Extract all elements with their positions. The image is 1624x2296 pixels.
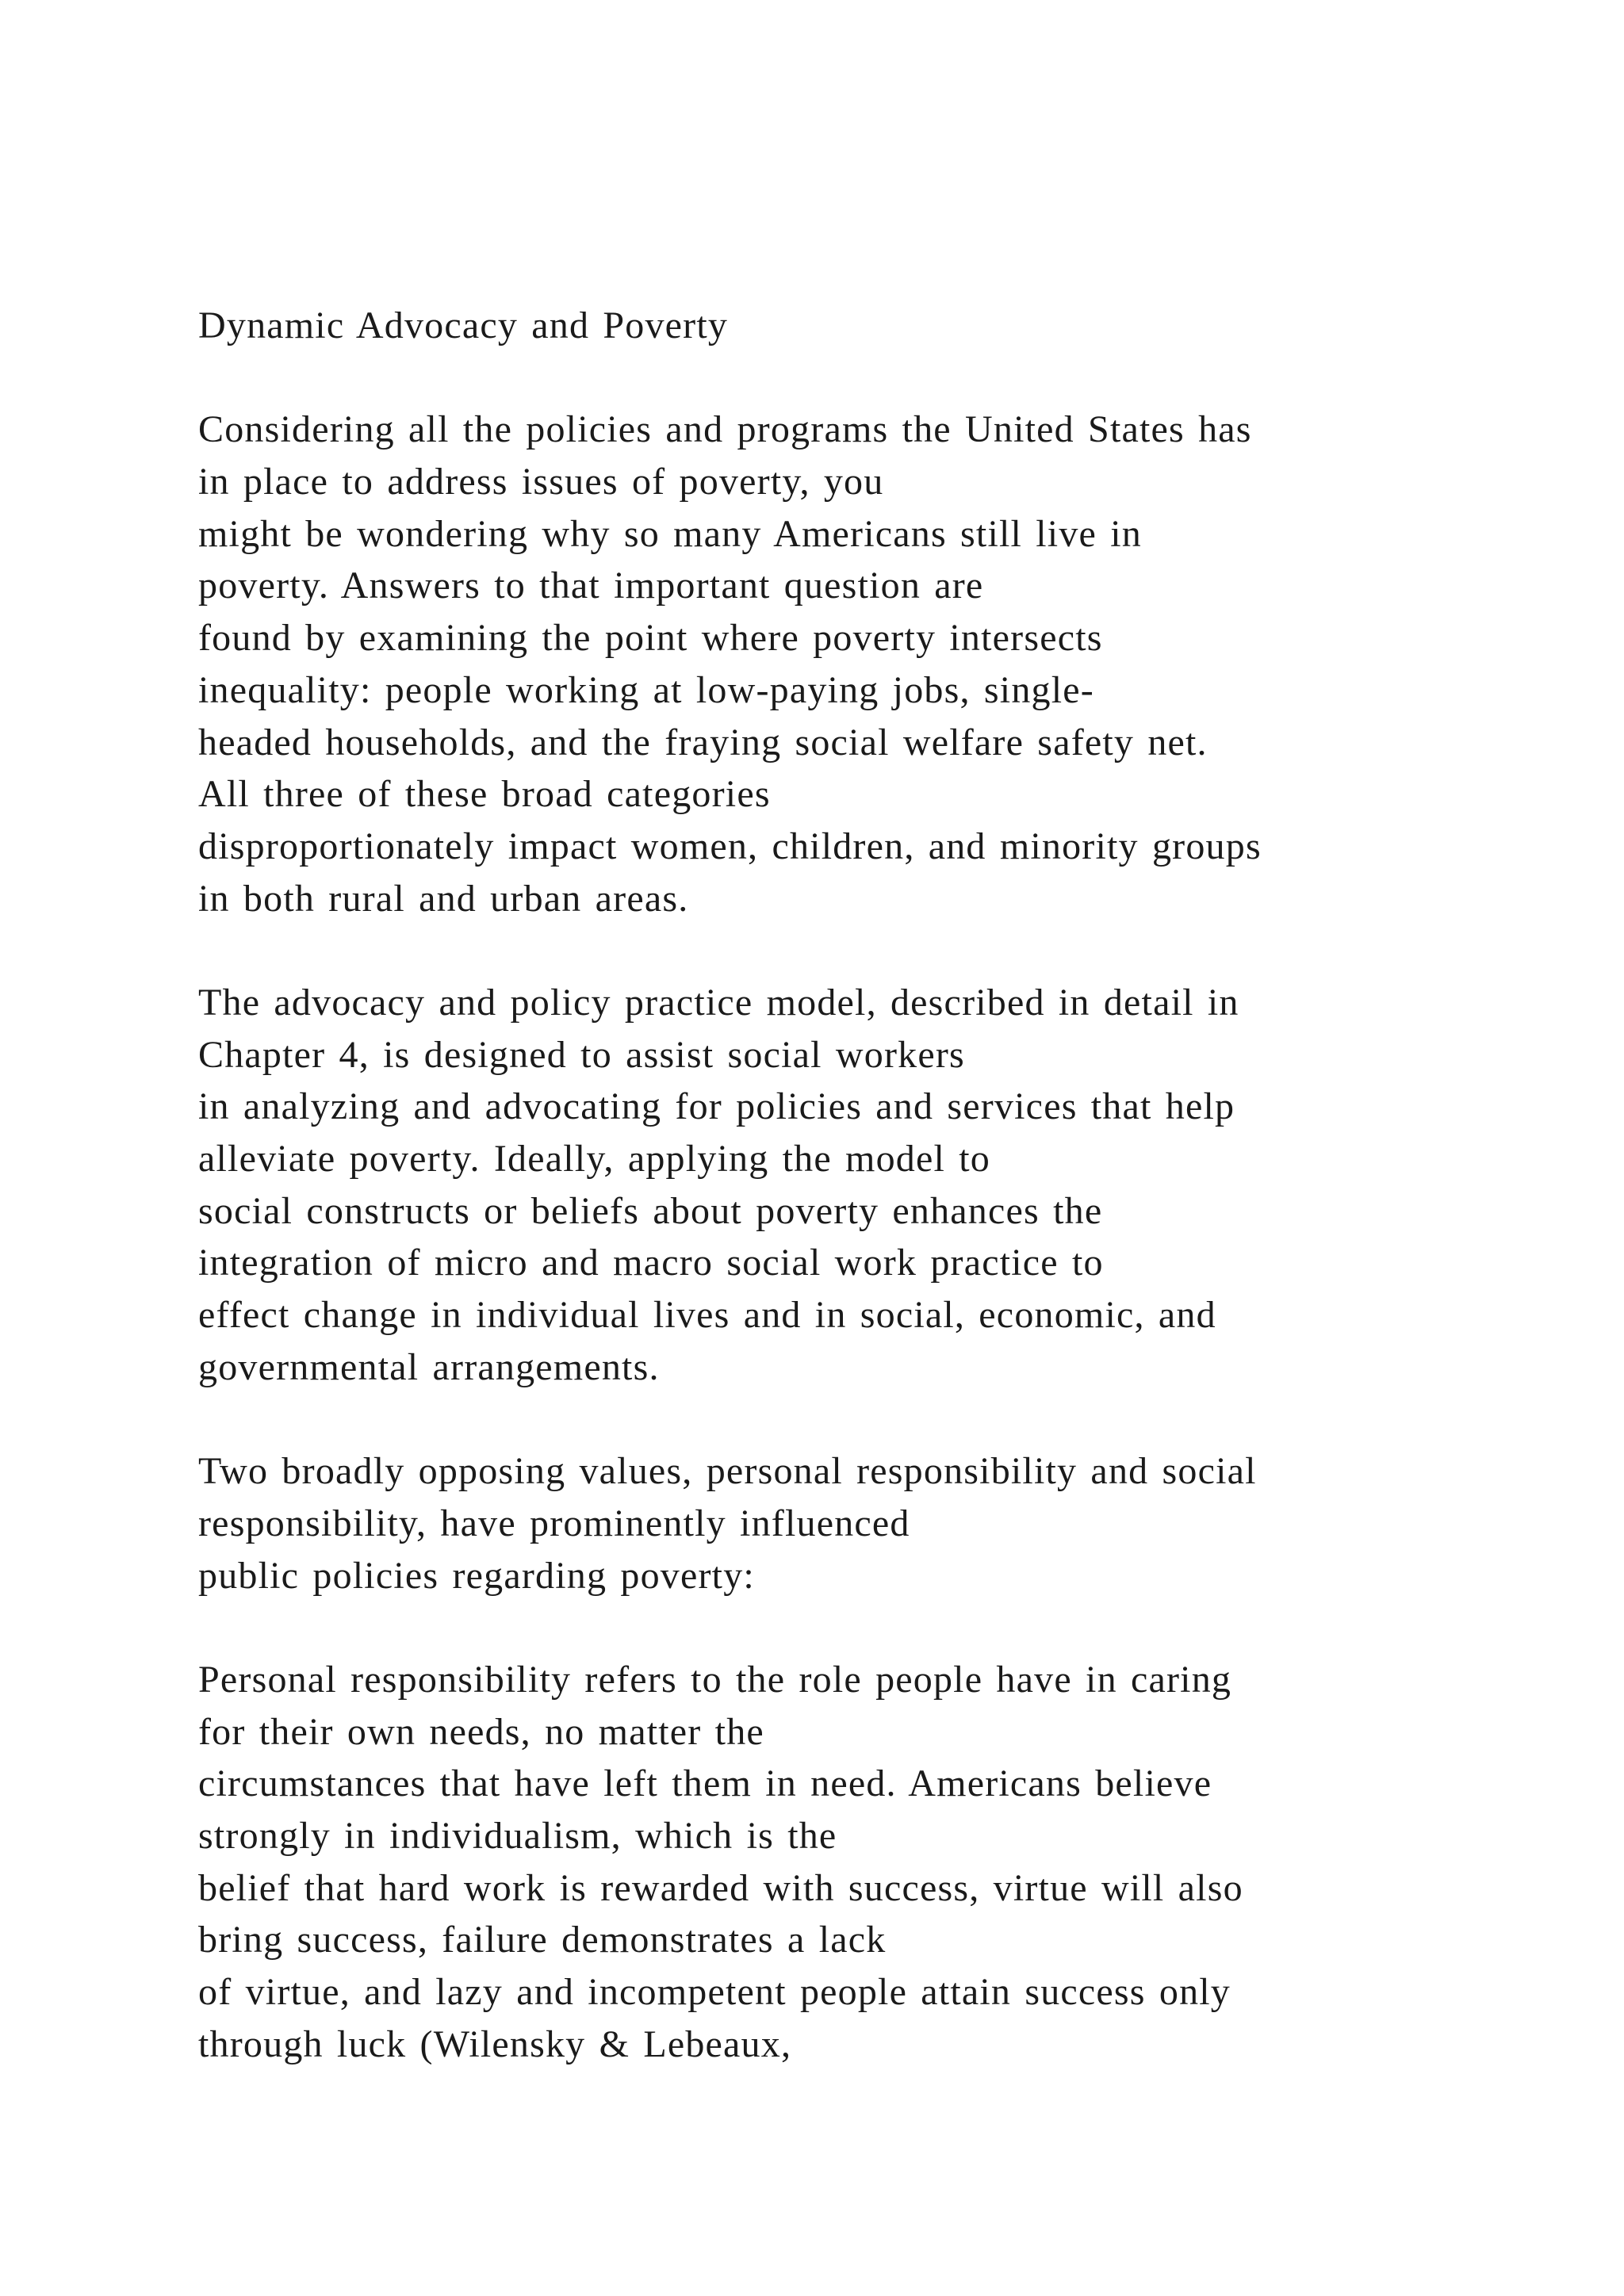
paragraph-line: social constructs or beliefs about poverty enhances the xyxy=(198,1189,1103,1232)
paragraph-1 xyxy=(198,404,1594,924)
paragraph-line: Two broadly opposing values, personal responsibility and social xyxy=(198,1450,1257,1493)
paragraph-line: in analyzing and advocating for policies and services that help xyxy=(198,1085,1235,1128)
paragraph-line: The advocacy and policy practice model, described in detail in xyxy=(198,981,1239,1024)
paragraph-line: belief that hard work is rewarded with success, virtue will also xyxy=(198,1866,1243,1909)
paragraph-line: governmental arrangements. xyxy=(198,1345,660,1388)
paragraph-line: found by examining the point where poverty intersects xyxy=(198,617,1103,660)
document-title: Dynamic Advocacy and Poverty xyxy=(198,304,729,346)
paragraph-line: through luck (Wilensky & Lebeaux, xyxy=(198,2022,792,2065)
paragraph-line: All three of these broad categories xyxy=(198,773,771,816)
paragraph-line: headed households, and the fraying social welfare safety net. xyxy=(198,721,1208,763)
paragraph-line: Personal responsibility refers to the role people have in caring xyxy=(198,1658,1232,1701)
paragraph-line: might be wondering why so many Americans still live in xyxy=(198,512,1142,555)
document-title-block xyxy=(198,300,1594,352)
paragraph-4 xyxy=(198,1654,1594,2071)
paragraph-line: circumstances that have left them in need. Americans believe xyxy=(198,1762,1212,1805)
paragraph-line: for their own needs, no matter the xyxy=(198,1710,764,1753)
paragraph-line: in place to address issues of poverty, you xyxy=(198,461,884,503)
paragraph-line: Chapter 4, is designed to assist social workers xyxy=(198,1033,965,1076)
paragraph-line: integration of micro and macro social work practice to xyxy=(198,1242,1104,1284)
paragraph-line: in both rural and urban areas. xyxy=(198,877,689,920)
paragraph-line: Considering all the policies and programs the United States has xyxy=(198,408,1252,451)
paragraph-line: public policies regarding poverty: xyxy=(198,1554,755,1597)
paragraph-line: bring success, failure demonstrates a lack xyxy=(198,1919,887,1961)
paragraph-2 xyxy=(198,977,1594,1394)
paragraph-line: responsibility, have prominently influenced xyxy=(198,1502,910,1544)
paragraph-line: inequality: people working at low-paying jobs, single- xyxy=(198,668,1094,711)
document-body xyxy=(198,300,1594,2070)
paragraph-3 xyxy=(198,1445,1594,1601)
paragraph-line: alleviate poverty. Ideally, applying the model to xyxy=(198,1138,990,1180)
paragraph-line: effect change in individual lives and in social, economic, and xyxy=(198,1294,1216,1337)
paragraph-line: disproportionately impact women, children, and minority groups xyxy=(198,825,1262,867)
paragraph-line: of virtue, and lazy and incompetent people attain success only xyxy=(198,1971,1231,2013)
paragraph-line: strongly in individualism, which is the xyxy=(198,1814,837,1857)
paragraph-line: poverty. Answers to that important question are xyxy=(198,564,984,607)
